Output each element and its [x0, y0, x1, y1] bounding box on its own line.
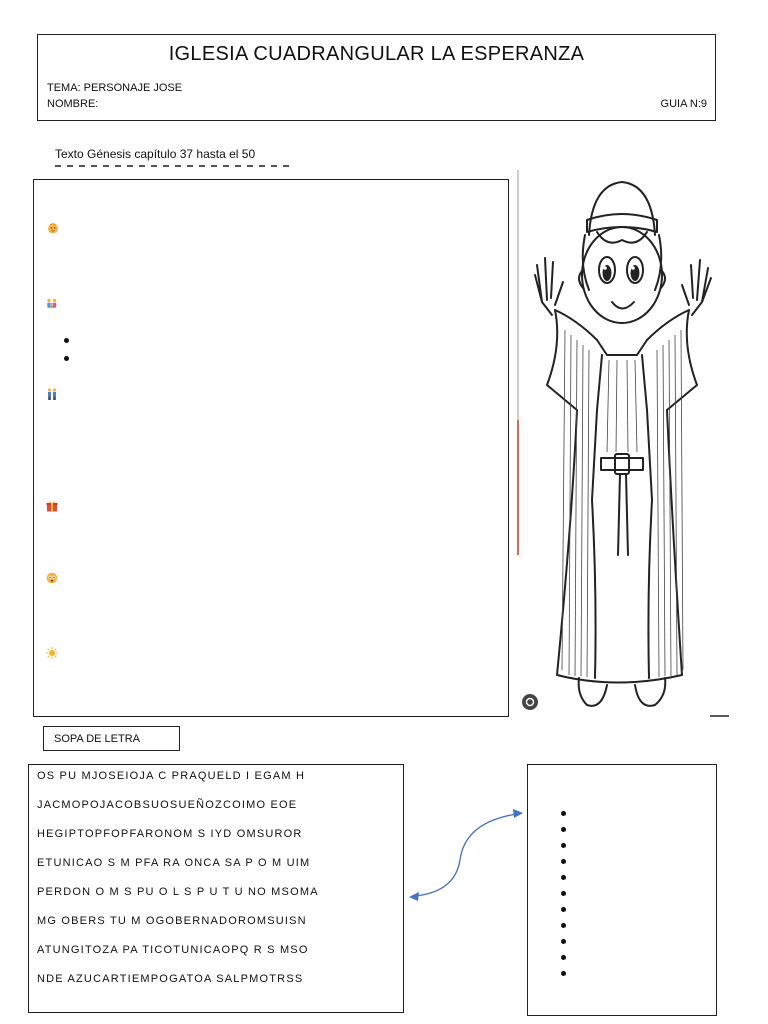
list-bullet	[561, 923, 566, 928]
grid-row: PERDON O M S PU O L S P U T U NO MSOMA	[37, 886, 319, 898]
list-bullet	[561, 875, 566, 880]
joseph-illustration	[517, 170, 729, 720]
baby-face-icon	[47, 222, 59, 234]
sun-icon	[46, 647, 58, 659]
grid-row: OS PU MJOSEIOJA C PRAQUELD I EGAM H	[37, 770, 306, 782]
grid-row: MG OBERS TU M OGOBERNADOROMSUISN	[37, 915, 307, 927]
list-bullet	[561, 843, 566, 848]
content-box	[33, 179, 509, 717]
flushed-face-icon	[46, 572, 58, 584]
list-bullet	[561, 859, 566, 864]
list-bullet	[561, 971, 566, 976]
page-title: IGLESIA CUADRANGULAR LA ESPERANZA	[168, 43, 585, 65]
nombre-label: NOMBRE:	[47, 98, 99, 110]
tema-label: TEMA: PERSONAJE JOSE	[47, 82, 183, 94]
header-box	[37, 34, 716, 121]
bullet-point	[64, 356, 69, 361]
bullet-point	[64, 338, 69, 343]
grid-row: JACMOPOJACOBSUOSUEÑOZCOIMO EOE	[37, 799, 298, 811]
sopa-de-letra-label: SOPA DE LETRA	[43, 726, 180, 751]
guia-label: GUIA N:9	[660, 98, 707, 110]
list-bullet	[561, 827, 566, 832]
gift-icon	[46, 500, 58, 512]
list-bullet	[561, 939, 566, 944]
family-icon	[46, 297, 58, 309]
list-bullet	[561, 811, 566, 816]
list-bullet	[561, 955, 566, 960]
grid-row: NDE AZUCARTIEMPOGATOA SALPMOTRSS	[37, 973, 304, 985]
grid-row: HEGIPTOPFOPFARONOM S IYD OMSUROR	[37, 828, 303, 840]
double-arrow-icon	[405, 800, 535, 910]
texto-reference: Texto Génesis capítulo 37 hasta el 50	[55, 147, 256, 161]
word-search-grid	[28, 764, 404, 1013]
list-bullet	[561, 907, 566, 912]
two-men-icon	[46, 388, 58, 400]
grid-row: ETUNICAO S M PFA RA ONCA SA P O M UIM	[37, 857, 311, 869]
word-list-box	[527, 764, 717, 1016]
grid-row: ATUNGITOZA PA TICOTUNICAOPQ R S MSO	[37, 944, 309, 956]
list-bullet	[561, 891, 566, 896]
cut-text-line	[55, 165, 315, 170]
